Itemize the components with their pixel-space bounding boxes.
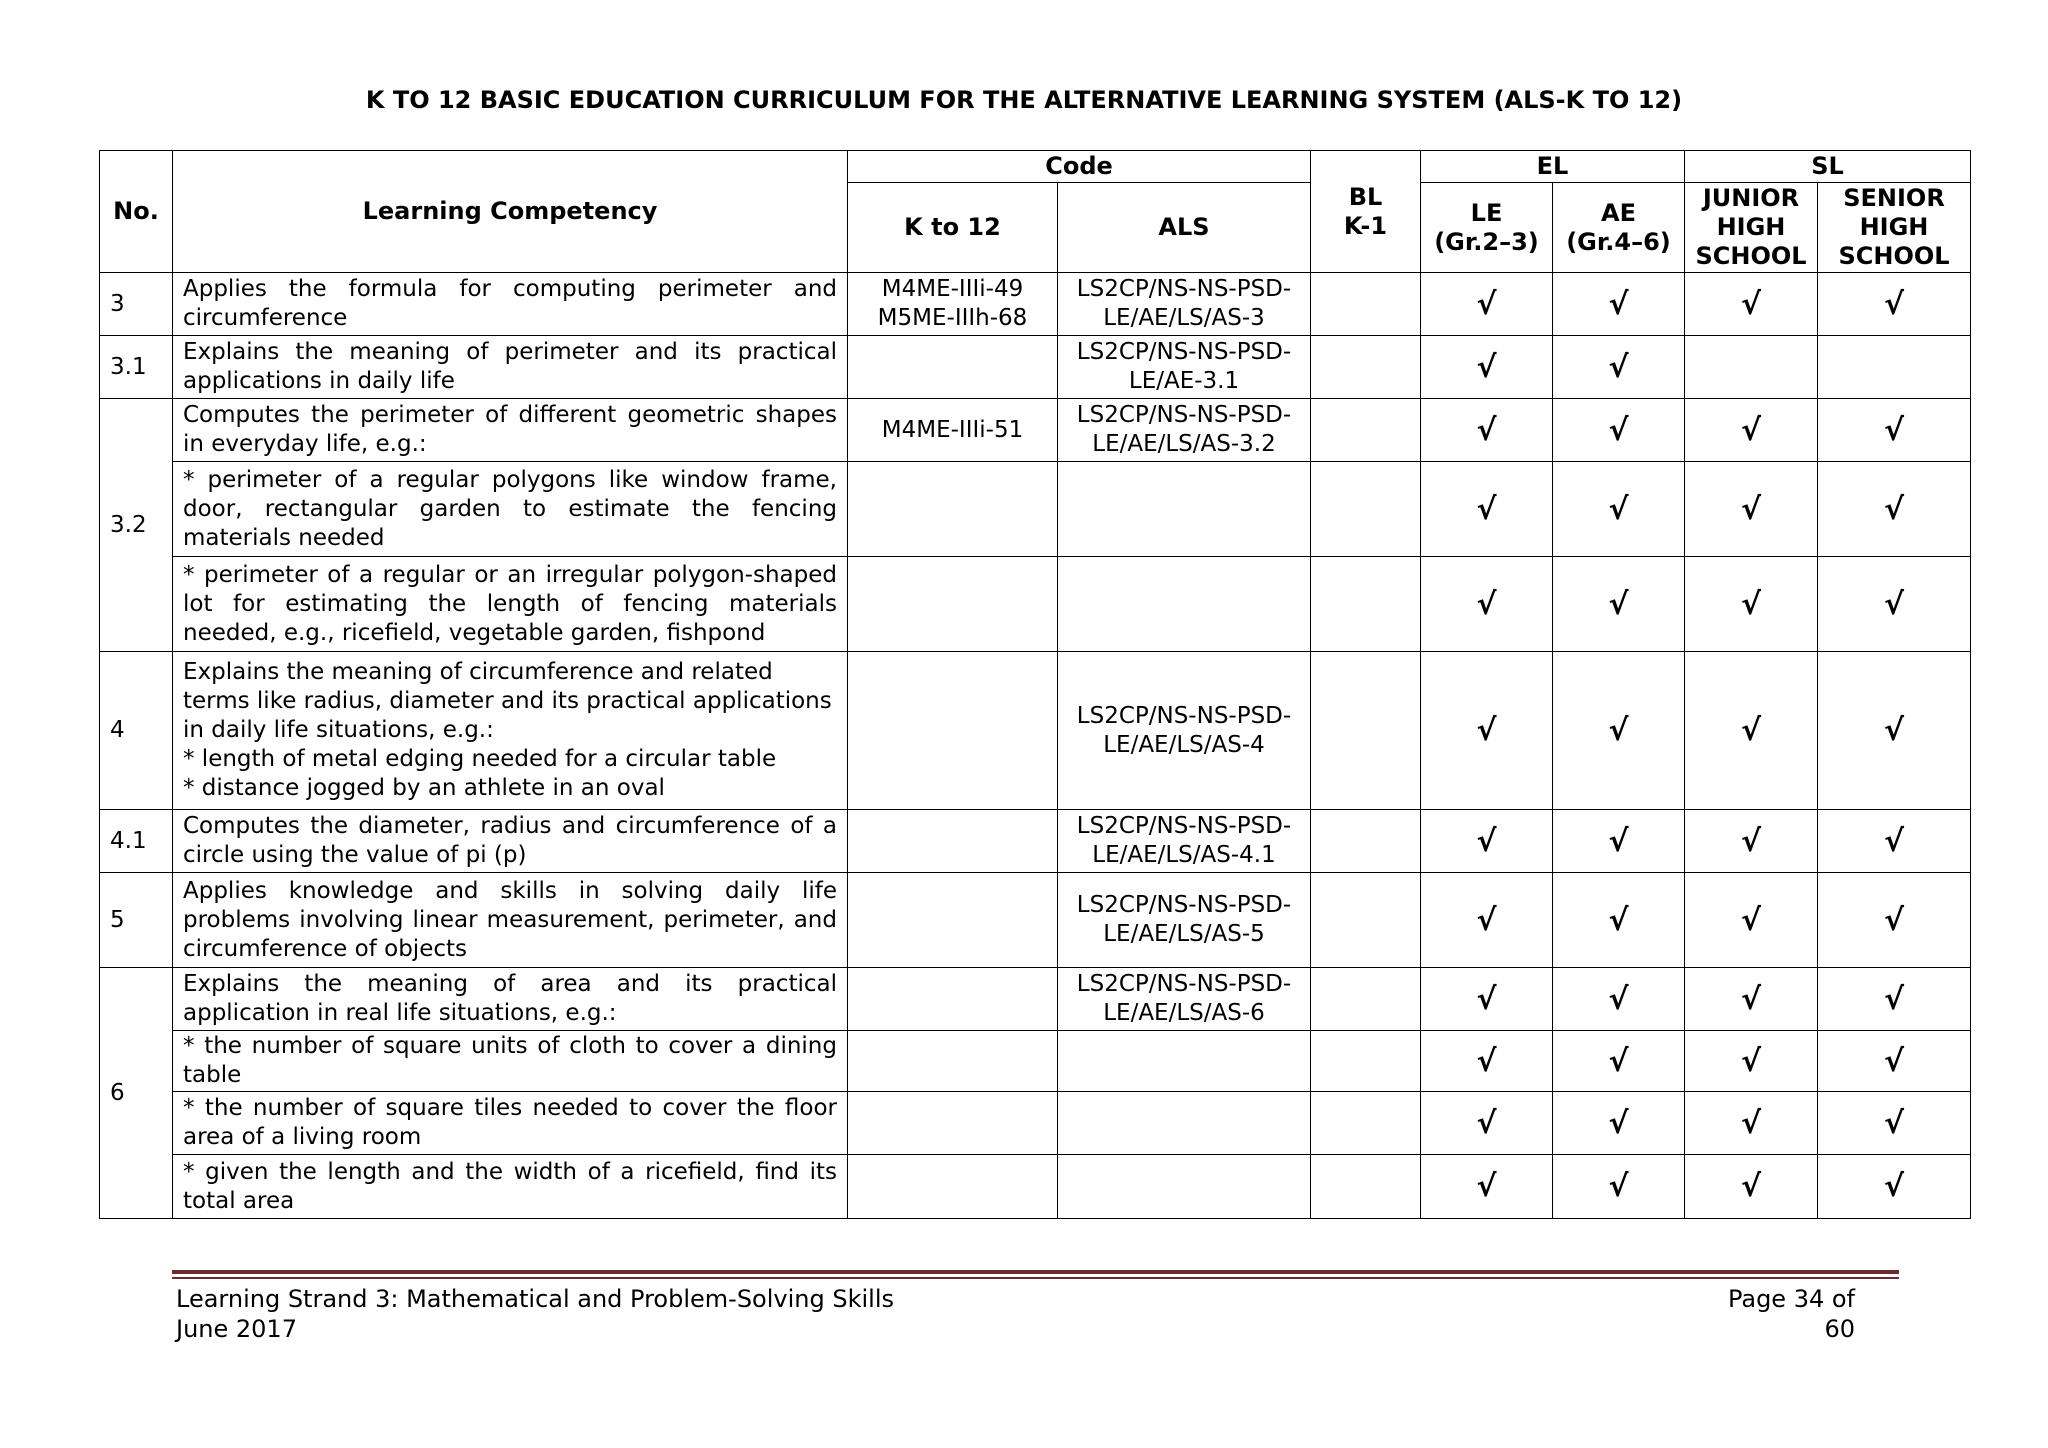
k12-code [848, 1155, 1058, 1219]
table-row [100, 399, 1971, 462]
table-row [100, 336, 1971, 399]
shs-check: √ [1818, 557, 1971, 652]
bl-cell [1311, 399, 1421, 462]
shs-check: √ [1818, 1092, 1971, 1155]
competency-text: * the number of square units of cloth to cover a dining table [173, 1031, 848, 1092]
le-check: √ [1421, 557, 1553, 652]
competency-text: * the number of square tiles needed to cover the floor area of a living room [173, 1092, 848, 1155]
bl-cell [1311, 462, 1421, 557]
le-check: √ [1421, 1092, 1553, 1155]
jhs-check: √ [1685, 1092, 1818, 1155]
k12-code: M4ME-IIIi-51 [848, 399, 1058, 462]
competency-text: Computes the perimeter of different geometric shapes in everyday life, e.g.: [173, 399, 848, 462]
table-row [100, 273, 1971, 336]
le-check: √ [1421, 873, 1553, 968]
k12-code [848, 1092, 1058, 1155]
jhs-check: √ [1685, 273, 1818, 336]
header-code: Code [848, 151, 1311, 183]
bl-cell [1311, 968, 1421, 1031]
bl-cell [1311, 652, 1421, 810]
le-check: √ [1421, 968, 1553, 1031]
k12-code [848, 810, 1058, 873]
bl-cell [1311, 273, 1421, 336]
shs-check: √ [1818, 462, 1971, 557]
le-check: √ [1421, 336, 1553, 399]
k12-code [848, 652, 1058, 810]
competency-text: * perimeter of a regular or an irregular polygon-shaped lot for estimating the length of fencing materials needed, e.g., ricefield, vegetable garden, fishpond [173, 557, 848, 652]
table-row [100, 810, 1971, 873]
ae-check: √ [1553, 1031, 1685, 1092]
footer-strand: Learning Strand 3: Mathematical and Problem-Solving Skills [176, 1285, 894, 1313]
competency-text: Applies knowledge and skills in solving daily life problems involving linear measurement, perimeter, and circumference of objects [173, 873, 848, 968]
shs-cell [1818, 336, 1971, 399]
table-row [100, 1155, 1971, 1219]
als-code [1058, 557, 1311, 652]
als-code: LS2CP/NS-NS-PSD- LE/AE/LS/AS-3 [1058, 273, 1311, 336]
competency-text: Explains the meaning of circumference and related terms like radius, diameter and its practical applications in daily life situations, e.g.: * length of metal edging needed for a circular table * distance jogged by an athlete in an oval [173, 652, 848, 810]
k12-code [848, 968, 1058, 1031]
ae-check: √ [1553, 399, 1685, 462]
le-check: √ [1421, 273, 1553, 336]
ae-check: √ [1553, 652, 1685, 810]
als-code: LS2CP/NS-NS-PSD- LE/AE-3.1 [1058, 336, 1311, 399]
header-junior-high: JUNIOR HIGH SCHOOL [1685, 183, 1818, 273]
ae-check: √ [1553, 1092, 1685, 1155]
als-code: LS2CP/NS-NS-PSD- LE/AE/LS/AS-5 [1058, 873, 1311, 968]
header-ae: AE (Gr.4–6) [1553, 183, 1685, 273]
le-check: √ [1421, 399, 1553, 462]
jhs-check: √ [1685, 810, 1818, 873]
ae-check: √ [1553, 557, 1685, 652]
shs-check: √ [1818, 273, 1971, 336]
table-row [100, 652, 1971, 810]
footer-divider [172, 1270, 1899, 1274]
header-no: No. [100, 151, 173, 273]
row-number: 4.1 [100, 810, 173, 873]
header-senior-high: SENIOR HIGH SCHOOL [1818, 183, 1971, 273]
competency-text: Explains the meaning of area and its practical application in real life situations, e.g.: [173, 968, 848, 1031]
ae-check: √ [1553, 873, 1685, 968]
jhs-check: √ [1685, 399, 1818, 462]
shs-check: √ [1818, 1031, 1971, 1092]
bl-cell [1311, 1031, 1421, 1092]
header-le: LE (Gr.2–3) [1421, 183, 1553, 273]
jhs-check: √ [1685, 873, 1818, 968]
als-code: LS2CP/NS-NS-PSD- LE/AE/LS/AS-4.1 [1058, 810, 1311, 873]
bl-cell [1311, 810, 1421, 873]
le-check: √ [1421, 652, 1553, 810]
page-title: K TO 12 BASIC EDUCATION CURRICULUM FOR THE ALTERNATIVE LEARNING SYSTEM (ALS-K TO 12) [365, 86, 1683, 114]
table-row [100, 1092, 1971, 1155]
curriculum-table [99, 150, 1971, 1219]
competency-text: * given the length and the width of a ricefield, find its total area [173, 1155, 848, 1219]
als-code: LS2CP/NS-NS-PSD- LE/AE/LS/AS-6 [1058, 968, 1311, 1031]
table-row [100, 1031, 1971, 1092]
jhs-check: √ [1685, 462, 1818, 557]
row-number: 5 [100, 873, 173, 968]
row-number: 6 [100, 968, 173, 1219]
k12-code [848, 1031, 1058, 1092]
row-number: 3 [100, 273, 173, 336]
als-code: LS2CP/NS-NS-PSD- LE/AE/LS/AS-3.2 [1058, 399, 1311, 462]
jhs-check: √ [1685, 652, 1818, 810]
header-bl: BL K-1 [1311, 151, 1421, 273]
k12-code: M4ME-IIIi-49 M5ME-IIIh-68 [848, 273, 1058, 336]
table-row [100, 873, 1971, 968]
shs-check: √ [1818, 399, 1971, 462]
ae-check: √ [1553, 1155, 1685, 1219]
als-code [1058, 462, 1311, 557]
competency-text: Computes the diameter, radius and circumference of a circle using the value of pi (p) [173, 810, 848, 873]
bl-cell [1311, 873, 1421, 968]
header-el: EL [1421, 151, 1685, 183]
shs-check: √ [1818, 873, 1971, 968]
bl-cell [1311, 1155, 1421, 1219]
shs-check: √ [1818, 1155, 1971, 1219]
ae-check: √ [1553, 810, 1685, 873]
footer-date: June 2017 [176, 1315, 297, 1343]
bl-cell [1311, 336, 1421, 399]
als-code [1058, 1155, 1311, 1219]
row-number: 3.1 [100, 336, 173, 399]
footer-page-number: Page 34 of 60 [1727, 1285, 1855, 1343]
bl-cell [1311, 1092, 1421, 1155]
le-check: √ [1421, 1031, 1553, 1092]
als-code: LS2CP/NS-NS-PSD- LE/AE/LS/AS-4 [1058, 652, 1311, 810]
table-row [100, 557, 1971, 652]
k12-code [848, 557, 1058, 652]
header-k-to-12: K to 12 [848, 183, 1058, 273]
competency-text: Applies the formula for computing perimeter and circumference [173, 273, 848, 336]
header-als: ALS [1058, 183, 1311, 273]
als-code [1058, 1031, 1311, 1092]
table-row [100, 462, 1971, 557]
als-code [1058, 1092, 1311, 1155]
shs-check: √ [1818, 652, 1971, 810]
header-learning-competency: Learning Competency [173, 151, 848, 273]
shs-check: √ [1818, 810, 1971, 873]
k12-code [848, 336, 1058, 399]
row-number: 3.2 [100, 399, 173, 652]
bl-cell [1311, 557, 1421, 652]
table-row [100, 968, 1971, 1031]
ae-check: √ [1553, 968, 1685, 1031]
jhs-check: √ [1685, 557, 1818, 652]
row-number: 4 [100, 652, 173, 810]
jhs-check: √ [1685, 1155, 1818, 1219]
le-check: √ [1421, 810, 1553, 873]
k12-code [848, 873, 1058, 968]
competency-text: Explains the meaning of perimeter and its practical applications in daily life [173, 336, 848, 399]
ae-check: √ [1553, 336, 1685, 399]
competency-text: * perimeter of a regular polygons like window frame, door, rectangular garden to estimate the fencing materials needed [173, 462, 848, 557]
shs-check: √ [1818, 968, 1971, 1031]
header-sl: SL [1685, 151, 1971, 183]
jhs-check: √ [1685, 968, 1818, 1031]
le-check: √ [1421, 1155, 1553, 1219]
jhs-check: √ [1685, 1031, 1818, 1092]
ae-check: √ [1553, 462, 1685, 557]
jhs-cell [1685, 336, 1818, 399]
footer-divider-thin [172, 1277, 1899, 1279]
ae-check: √ [1553, 273, 1685, 336]
le-check: √ [1421, 462, 1553, 557]
k12-code [848, 462, 1058, 557]
